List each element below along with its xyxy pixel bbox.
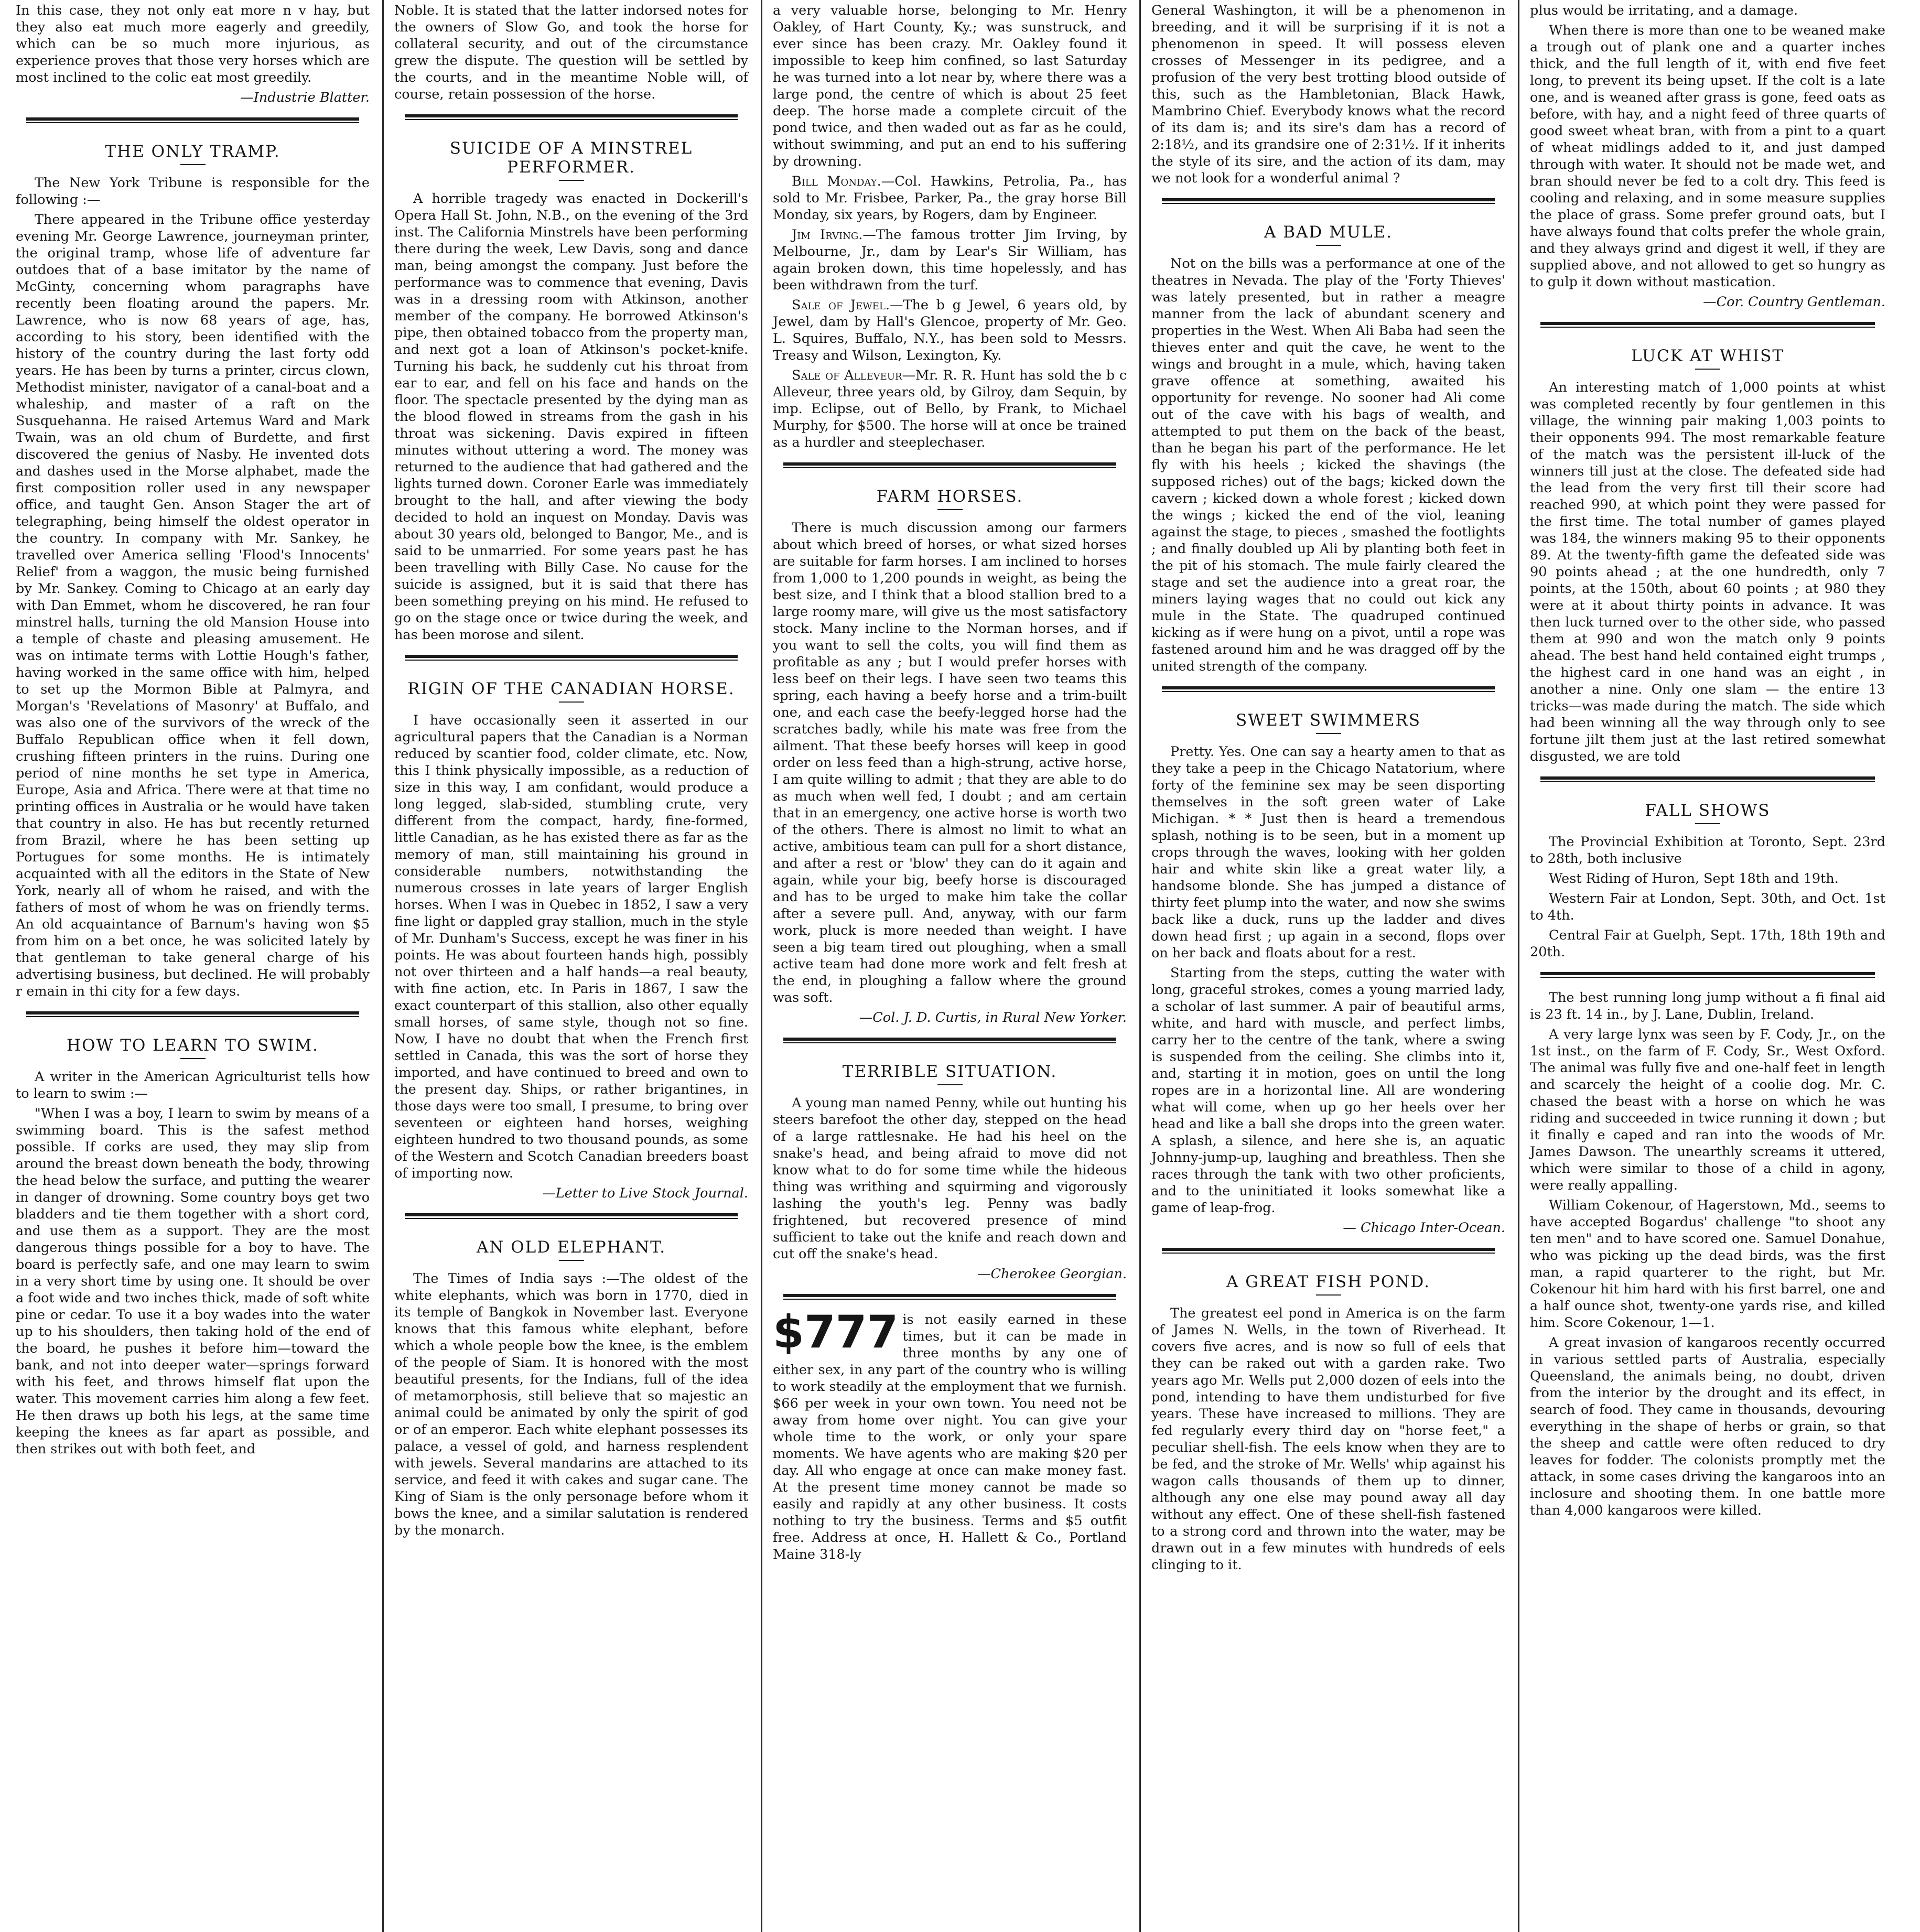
news-item-text: —Mr. R. R. Hunt has sold the b c Alleveur, three years old, by Gilroy, dam Sequin, by imp. Eclipse, out of Bello, by Frank, to Michael Murphy, for $500. The horse will at once be trained as a hurdler and steeplechaser. <box>773 368 1127 450</box>
article-text: The greatest eel pond in America is on the farm of James N. Wells, in the town of Riverhead. It covers five acres, and is now so full of eels that they can be raked out with a garden rake. Two years ago Mr. Wells put 2,000 dozen of eels into the pond, intending to have them undisturbed for five years. These have increased to millions. They are fed regularly every third day on "horse feet," a peculiar shell-fish. The eels know when they are to be fed, and the stroke of Mr. Wells' whip against his wagon calls thousands of them up to dinner, although any one else may pound away all day without any effect. One of these shell-fish fastened to a strong cord and thrown into the water, may be drawn out in a few minutes with hundreds of eels clinging to it. <box>1151 1305 1505 1573</box>
article-text: a very valuable horse, belonging to Mr. Henry Oakley, of Hart County, Ky.; was sunstruck, and ever since has been crazy. Mr. Oakley found it impossible to keep him confined, so last Saturday he was turned into a lot near by, where there was a large pond, the centre of which is about 25 feet deep. The horse made a complete circuit of the pond twice, and then waded out as far as he could, without swimming, and put an end to his suffering by drowning. <box>773 3 1127 169</box>
article-text: Pretty. Yes. One can say a hearty amen to that as they take a peep in the Chicago Natatorium, where forty of the feminine sex may be seen disporting themselves in the soft green water of Lake Michigan. * * Just then is heard a tremendous splash, nothing is to be seen, but in a moment up crops through the waves, looking with her golden hair and white skin like a great water lily, a handsome blonde. She has jumped a distance of thirty feet plump into the water, and now she swims back like a duck, runs up the ladder and dives down head first ; up again in a second, flops over on her back and floats about for a rest. <box>1151 744 1505 961</box>
article-text: When there is more than one to be weaned make a trough out of plank one and a quarter inches thick, and the full length of it, with end five feet long, to prevent its being upset. If the colt is a late one, and is weaned after grass is gone, feed oats as before, with hay, and a night feed of three quarts of good sweet wheat bran, with from a pint to a quart of wheat midlings added to it, and just damped through with water. It should not be made wet, and bran should never be fed to a colt dry. This feed is cooling and relaxing, and in some measure supplies the place of grass. Some prefer ground oats, but I have always found that colts prefer the whole grain, and they always grind and digest it well, if they are supplied above, and not allowed to get so hungry as to gulp it down without mastication. <box>1530 23 1885 290</box>
column-rule <box>1540 972 1875 978</box>
news-item <box>773 226 1127 294</box>
article-source: — Chicago Inter-Ocean. <box>1343 1220 1505 1236</box>
list-item: Central Fair at Guelph, Sept. 17th, 18th 19th and 20th. <box>1530 927 1885 960</box>
news-item: The best running long jump without a fi final aid is 23 ft. 14 in., by J. Lane, Dublin, Ireland. <box>1530 990 1885 1022</box>
column-rule <box>405 1213 738 1219</box>
list-item: The Provincial Exhibition at Toronto, Sept. 23rd to 28th, both inclusive <box>1530 834 1885 867</box>
column-rule <box>405 114 738 120</box>
article-headline: A BAD MULE. <box>1264 223 1393 242</box>
headline-dash <box>1695 369 1720 370</box>
column-rule <box>1162 1248 1495 1254</box>
article-headline: RIGIN OF THE CANADIAN HORSE. <box>407 679 735 698</box>
article-headline: LUCK AT WHIST <box>1631 347 1785 365</box>
ad-text: is not easily earned in these times, but it can be made in three months by any one of either sex, in any part of the country who is willing to work steadily at the employment that we furnish. $66 per week in your own town. You need not be away from home over night. You can give your whole time to the work, or only your spare moments. We have agents who are making $20 per day. All who engage at once can make money fast. At the present time money cannot be made so easily and rapidly at any other business. It costs nothing to try the business. Terms and $5 outfit free. Address at once, H. Hallett & Co., Portland Maine <box>773 1312 1127 1562</box>
column-rule <box>1162 198 1495 204</box>
article-headline: AN OLD ELEPHANT. <box>476 1238 666 1257</box>
article-headline: FARM HORSES. <box>876 487 1023 506</box>
news-item: A great invasion of kangaroos recently occurred in various settled parts of Australia, especially Queensland, the animals being, no doubt, driven from the interior by the drought and its effect, in search of food. They came in thousands, devouring everything in the shape of herbs or grain, so that the sheep and cattle were often reduced to dry leaves for fodder. The colonists promptly met the attack, in some cases driving the kangaroos into an inclosure and shooting them. In one battle more than 4,000 kangaroos were killed. <box>1530 1335 1885 1518</box>
article-source: —Cor. Country Gentleman. <box>1703 294 1885 310</box>
article-text: A young man named Penny, while out hunting his steers barefoot the other day, stepped on the head of a large rattlesnake. He had his heel on the snake's head, and being afraid to move did not know what to do for some time while the hideous thing was writhing and squirming and vigorously lashing the youth's leg. Penny was badly frightened, but recovered presence of mind sufficient to take out the knife and reach down and cut off the snake's head. <box>773 1095 1127 1262</box>
article-text: A horrible tragedy was enacted in Dockerill's Opera Hall St. John, N.B., on the evening of the 3rd inst. The California Minstrels have been performing there during the week, Lew Davis, song and dance man, being amongst the company. Just before the performance was to commence that evening, Davis was in a dressing room with Atkinson, another member of the company. He borrowed Atkinson's pipe, then obtained tobacco from the property man, and next got a loan of Atkinson's pocket-knife. Turning his back, he suddenly cut his throat from ear to ear, and fell on his face and hands on the floor. The spectacle presented by the dying man as the blood flowed in streams from the gash in his throat was sickening. Davis expired in fifteen minutes without uttering a word. The money was returned to the audience that had gathered and the lights turned down. Coroner Earle was immediately brought to the hall, and after viewing the body decided to hold an inquest on Monday. Davis was about 30 years old, belonged to Bangor, Me., and is said to be unmarried. For some years past he has been travelling with Billy Case. No cause for the suicide is assigned, but it is said that there has been something preying on his mind. He refused to go on the stage once or twice during the week, and has been morose and silent. <box>394 191 748 643</box>
news-item-name: Jim Irving. <box>792 227 863 243</box>
article-text: The Times of India says :—The oldest of the white elephants, which was born in 1770, died in its temple of Bangkok in November last. Everyone knows that this famous white elephant, before which a whole people bow the knee, is the emblem of the people of Siam. It is honored with the most beautiful presents, for the Indians, full of the idea of metamorphosis, still believe that so majestic an animal could be animated by only the spirit of god or of an emperor. Each white elephant possesses its palace, a vessel of gold, and harness resplendent with jewels. Several mandarins are attached to its service, and feed it with cakes and sugar cane. The King of Siam is the only personage before whom it bows the knee, and a similar salutation is rendered by the monarch. <box>394 1271 748 1538</box>
news-item-name: Sale of Alleveur <box>792 368 902 383</box>
advertisement <box>773 1306 1127 1563</box>
article-intro: A writer in the American Agriculturist tells how to learn to swim :— <box>16 1069 370 1102</box>
column-1 <box>5 0 384 1932</box>
article-headline: SWEET SWIMMERS <box>1236 711 1421 730</box>
column-rule <box>26 117 359 123</box>
article-source: —Col. J. D. Curtis, in Rural New Yorker. <box>859 1010 1127 1026</box>
article-intro: The New York Tribune is responsible for the following :— <box>16 175 370 208</box>
news-item <box>773 173 1127 223</box>
article-text: There is much discussion among our farmers about which breed of horses, or what sized horses are suitable for farm horses. I am inclined to horses from 1,000 to 1,200 pounds in weight, as being the best size, and I think that a blood stallion bred to a large roomy mare, will give us the most satisfactory stock. Many incline to the Norman horses, and if you want to sell the colts, you will find them as profitable as any ; but I would prefer horses with less beef on their legs. I have seen two teams this spring, each having a beefy horse and a trim-built one, and each case the beefy-legged horse had the scratches badly, while his mate was free from the ailment. That these beefy horses will keep in good order on less feed than a high-strung, active horse, I am quite willing to admit ; that they are able to do as much when well fed, I doubt ; and am certain that in an emergency, one active horse is worth two of the others. There is almost no limit to what an active, ambitious team can pull for a short distance, and after a rest or 'blow' they can do it again and again, while your big, beefy horse is discouraged and has to be urged to make him take the collar after a severe pull. And, anyway, with our farm work, pluck is more needed than weight. I have seen a big team tired out ploughing, when a small active team had done more work and felt fresh at the end, in ploughing a fallow where the ground was soft. <box>773 520 1127 1006</box>
news-item-text: —The b g Jewel, 6 years old, by Jewel, dam by Hall's Glencoe, property of Mr. Geo. L. Squires, Buffalo, N.Y., has been sold to Messrs. Treasy and Wilson, Lexington, Ky. <box>773 297 1127 363</box>
headline-dash <box>180 164 206 165</box>
news-item <box>773 297 1127 364</box>
headline-dash <box>937 509 963 510</box>
headline-dash <box>559 180 584 181</box>
news-item <box>773 367 1127 451</box>
article-text: There appeared in the Tribune office yesterday evening Mr. George Lawrence, journeyman printer, the original tramp, whose life of adventure far outdoes that of a base imitator by the name of McGinty, concerning whom paragraphs have recently been floating around the papers. Mr. Lawrence, who is now 68 years of age, has, according to his story, been identified with the history of the country during the last forty odd years. He has been by turns a printer, circus clown, Methodist minister, navigator of a canal-boat and a whaleship, and master of a raft on the Susquehanna. He raised Artemus Ward and Mark Twain, was an old chum of Burdette, and first discovered the genius of Nasby. He invented dots and dashes used in the Morse alphabet, made the first composition roller used in any newspaper office, and taught Gen. Anson Stager the art of telegraphing, being himself the oldest operator in the country. In company with Mr. Sankey, he travelled over America selling 'Flood's Innocents' Relief' from a waggon, the music being furnished by Mr. Sankey. Coming to Chicago at an early day with Dan Emmet, whom he discovered, he ran four minstrel halls, turning the old Mansion House into a temple of chaste and pleasing amusement. He was on intimate terms with Lottie Hough's father, having worked in the same office with him, helped to set up the Mormon Bible at Palmyra, and Morgan's 'Revelations of Masonry' at Buffalo, and was also one of the survivors of the wreck of the Buffalo Republican office when it fell down, crushing fifteen printers in the ruins. During one period of nine months he set type in America, Europe, Asia and Africa. There were at that time no printing offices in Australia or he would have taken that country in also. He has but recently returned from Brazil, where he has been setting up Portugues for some months. He is intimately acquainted with all the editors in the State of New York, nearly all of whom he raised, and with the fathers of most of whom he was on friendly terms. An old acquaintance of Barnum's having won $5 from him on a bet once, he was solicited lately by that gentleman to take general charge of his advertising business, but declined. He will probably r emain in thi city for a few days. <box>16 212 370 999</box>
headline-dash <box>937 1084 963 1085</box>
headline-dash <box>559 701 584 703</box>
column-4 <box>1141 0 1519 1932</box>
ad-dollar-figure: $777 <box>773 1306 899 1358</box>
column-rule <box>783 462 1116 468</box>
article-headline: TERRIBLE SITUATION. <box>842 1062 1058 1081</box>
column-rule <box>26 1011 359 1017</box>
headline-dash <box>559 1260 584 1261</box>
news-item-name: Sale of Jewel. <box>792 297 890 313</box>
article-text: An interesting match of 1,000 points at whist was completed recently by four gentlemen in this village, the winning pair making 1,003 points to their opponents 994. The most remarkable feature of the match was the persistent ill-luck of the winners till just at the close. The defeated side had the lead from the very first till their score had reached 990, at which point they were passed for the first time. The total number of games played was 184, the winners making 95 to their opponents 89. At the twenty-fifth game the defeated side was 90 points ahead ; at the one hundredth, only 7 points, at the 150th, about 60 points ; at 980 they were at it about thirty points in advance. It was then luck turned over to the other side, who passed them at 990 and won the match only 9 points ahead. The best hand held contained eight trumps , the highest card in one hand was an eight , in another a nine. Only one slam — the entire 13 tricks—was made during the match. The side which had been winning all the way through only to see fortune jilt them just at the last retired somewhat disgusted, we are told <box>1530 380 1885 764</box>
article-text: Starting from the steps, cutting the water with long, graceful strokes, comes a young married lady, a scholar of last summer. A pair of beautiful arms, white, and hard with muscle, and perfect limbs, carry her to the centre of the tank, where a swing is suspended from the ceiling. She climbs into it, and, starting it in motion, goes on until the long ropes are in a horizontal line. All are wondering what will come, when up go her heels over her head and like a ball she drops into the green water. A splash, a silence, and here she is, an aquatic Johnny-jump-up, laughing and breathless. Then she races through the tank with two other proficients, and to the uninitiated it looks somewhat like a game of leap-frog. <box>1151 965 1505 1216</box>
article-text: Noble. It is stated that the latter indorsed notes for the owners of Slow Go, and took the horse for collateral security, and out of the circumstance grew the dispute. The question will be settled by the courts, and in the meantime Noble will, of course, retain possession of the horse. <box>394 3 748 102</box>
headline-dash <box>1316 733 1341 734</box>
column-3 <box>762 0 1141 1932</box>
article-text: "When I was a boy, I learn to swim by means of a swimming board. This is the safest method possible. If corks are used, they may slip from around the breast down beneath the body, throwing the head below the surface, and putting the wearer in danger of drowning. Some country boys get two bladders and tie them together with a short cord, and use them as a support. They are the most dangerous things possible for a boy to have. The board is perfectly safe, and one may learn to swim in a very short time by using one. It should be over a foot wide and two inches thick, made of soft white pine or cedar. To use it a boy wades into the water up to his shoulders, then taking hold of the end of the board, he pushes it before him—toward the bank, and not into deeper water—springs forward with his feet, and throws himself flat upon the water. This movement carries him along a few feet. He then draws up both his legs, at the same time keeping the knees as far apart as possible, and then strikes out with both feet, and <box>16 1106 370 1457</box>
headline-dash <box>1695 823 1720 824</box>
article-headline: A GREAT FISH POND. <box>1226 1272 1431 1291</box>
column-rule <box>1540 776 1875 782</box>
article-text: Not on the bills was a performance at one of the theatres in Nevada. The play of the 'Forty Thieves' was lately presented, but in rather a meagre manner from the lack of abundant scenery and properties in the West. When Ali Baba had seen the thieves enter and quit the cave, he went to the wings and brought in a mule, which, having taken grave offence at something, awaited his opportunity for revenge. No sooner had Ali come out of the cave with his bags of wealth, and attempted to put them on the back of the beast, than he began his part of the performance. He let fly with his heels ; kicked the shavings (the supposed riches) out of the bags; kicked down the cavern ; kicked down a whole forest ; kicked down the wings ; kicked the end of the viol, leaning against the stage, to pieces , smashed the footlights ; and finally doubled up Ali by planting both feet in the pit of his stomach. The mule fairly cleared the stage and set the audience into a great roar, the miners laying wages that no could out kick any mule in the State. The quadruped continued kicking as if were hung on a pivot, until a rope was fastened around him and he was dragged off by the united strength of the company. <box>1151 256 1505 674</box>
article-source: —Letter to Live Stock Journal. <box>542 1185 748 1201</box>
ad-code: 318-ly <box>819 1547 861 1562</box>
news-item: A very large lynx was seen by F. Cody, Jr., on the 1st inst., on the farm of F. Cody, Sr., West Oxford. The animal was fully five and one-half feet in length and scarcely the height of a coolie dog. Mr. C. chased the beast with a horse on which he was riding and succeeded in twice running it down ; but it finally e caped and ran into the woods of Mr. James Dawson. The unearthly screams it uttered, which were similar to those of a child in agony, were really appalling. <box>1530 1027 1885 1193</box>
column-rule <box>1540 322 1875 328</box>
news-item: William Cokenour, of Hagerstown, Md., seems to have accepted Bogardus' challenge "to shoot any ten men" and to have scored one. Samuel Donahue, who was picking up the dead birds, was the first man, a rapid quarterer to the right, but Mr. Cokenour hit him hard with his first barrel, one and a half ounce shot, twenty-one yards rise, and killed him. Score Cokenour, 1—1. <box>1530 1197 1885 1331</box>
news-item-text: —The famous trotter Jim Irving, by Melbourne, Jr., dam by Lear's Sir William, has again broken down, this time hopelessly, and has been withdrawn from the turf. <box>773 227 1127 293</box>
article-headline: HOW TO LEARN TO SWIM. <box>67 1036 319 1055</box>
headline-dash <box>1316 245 1341 246</box>
article-text: plus would be irritating, and a damage. <box>1530 3 1798 18</box>
column-5 <box>1519 0 1898 1932</box>
column-2 <box>384 0 762 1932</box>
list-item: West Riding of Huron, Sept 18th and 19th. <box>1549 871 1839 887</box>
article-headline: SUICIDE OF A MINSTREL PERFORMER. <box>449 139 693 177</box>
article-source: —Industrie Blatter. <box>240 90 370 105</box>
column-rule <box>1162 686 1495 692</box>
article-text: General Washington, it will be a phenomenon in breeding, and it will be surprising if it is not a phenomenon in speed. It will possess eleven crosses of Messenger in its pedigree, and a profusion of the very best trotting blood outside of this, such as the Hambletonian, Black Hawk, Mambrino Chief. Everybody knows what the record of its dam is; and its sire's dam has a record of 2:18½, and its grandsire one of 2:31½. If it inherits the style of its sire, and the action of its dam, may we not look for a wonderful animal ? <box>1151 3 1505 186</box>
headline-dash <box>1316 1294 1341 1296</box>
article-headline: THE ONLY TRAMP. <box>105 142 281 161</box>
article-text: In this case, they not only eat more n v hay, but they also eat much more eagerly and greedily, which can be so much more injurious, as experience proves that those very horses which are most inclined to the colic eat most greedily. <box>16 3 370 85</box>
news-item-text: —Col. Hawkins, Petrolia, Pa., has sold to Mr. Frisbee, Parker, Pa., the gray horse Bill Monday, six years, by Rogers, dam by Engineer. <box>773 174 1127 223</box>
column-rule <box>783 1294 1116 1300</box>
article-headline: FALL SHOWS <box>1645 801 1771 820</box>
column-rule <box>783 1038 1116 1043</box>
list-item: Western Fair at London, Sept. 30th, and Oct. 1st to 4th. <box>1530 891 1885 923</box>
article-source: —Cherokee Georgian. <box>977 1266 1127 1282</box>
column-rule <box>405 655 738 661</box>
article-text: I have occasionally seen it asserted in our agricultural papers that the Canadian is a Norman reduced by scantier food, colder climate, etc. Now, this I think physically impossible, as a reduction of size in this way, I am confidant, would produce a long legged, slab-sided, stumbling crute, very different from the compact, hardy, fine-formed, little Canadian, as he has existed there as far as the memory of man, still maintaining his ground in considerable numbers, notwithstanding the numerous crosses in late years of larger English horses. When I was in Quebec in 1852, I saw a very fine light or dappled gray stallion, much in the style of Mr. Dunham's Success, except he was finer in his points. He was about fourteen hands high, possibly not over thirteen and a half hands—a real beauty, with fine action, etc. In Paris in 1867, I saw the exact counterpart of this stallion, also other equally small horses, of same style, though not so fine. Now, I have no doubt that when the French first settled in Canada, this was the sort of horse they imported, and have continued to breed and own to the present day. Ships, or rather brigantines, in those days were too small, I presume, to bring over seventeen or eighteen hand horses, weighing eighteen hundred to two thousand pounds, as some of the Western and Scotch Canadian breeders boast of importing now. <box>394 713 748 1181</box>
headline-dash <box>180 1058 206 1059</box>
news-item-name: Bill Monday. <box>792 174 881 189</box>
